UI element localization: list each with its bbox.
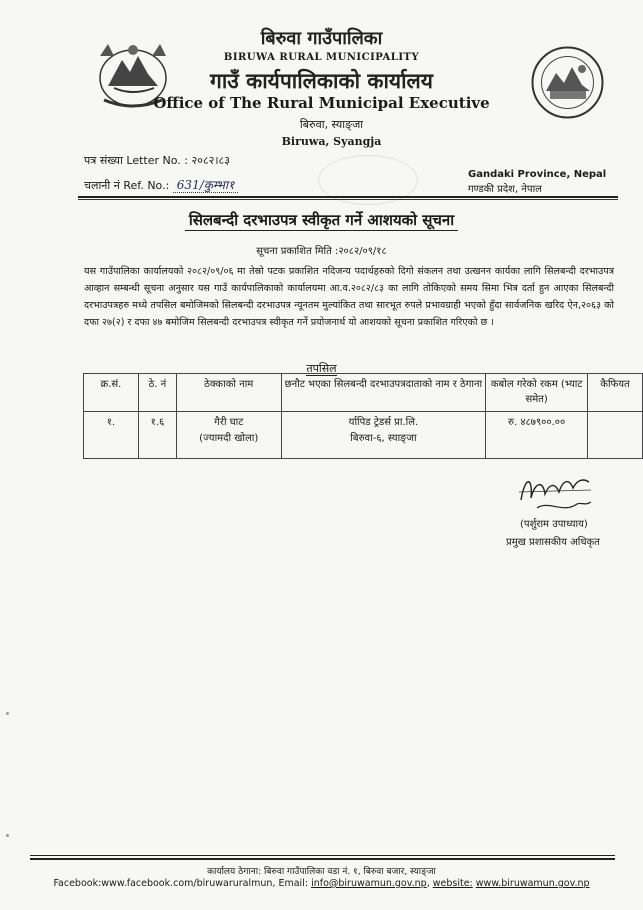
- letter-number-value: २०८२।८३: [191, 154, 230, 167]
- cell-contract-no: १.६: [138, 412, 176, 459]
- notice-title: [0, 210, 643, 230]
- municipality-name-english: BIRUWA RURAL MUNICIPALITY: [223, 52, 420, 63]
- facebook-link[interactable]: Facebook:www.facebook.com/biruwaruralmun,: [53, 878, 276, 889]
- col-contract-name: ठेक्काको नाम: [176, 374, 281, 412]
- table-row: [84, 412, 643, 459]
- col-remarks: कैफियत: [588, 374, 643, 412]
- bid-table: [83, 373, 643, 459]
- reference-number-value: 631/कुम्भा१: [173, 178, 239, 193]
- province-block: [468, 167, 606, 197]
- letter-number: [84, 153, 230, 168]
- col-amount: कबोल गरेको रकम (भ्याट समेत): [486, 374, 588, 412]
- email-link[interactable]: info@biruwamun.gov.np: [311, 878, 427, 889]
- bidder-address: बिरुवा-६, स्याङ्जा: [350, 433, 417, 444]
- cell-amount: रु. ४८७९००.००: [486, 412, 588, 459]
- municipality-name-nepali: बिरुवा गाउँपालिका: [260, 28, 383, 49]
- contract-name: गैरी घाट: [214, 417, 244, 428]
- place-nepali: बिरुवा, स्याङ्जा: [299, 118, 364, 131]
- place-english: Biruwa, Syangja: [281, 135, 382, 148]
- notice-body: यस गाउँपालिका कार्यालयको २०८२/०९/०६ मा तेस्रो पटक प्रकाशित नदिजन्य पदार्थहरुको दिगो संकलन तथा उत्खनन कार्यका लागि सिलबन्दी दरभाउपत्र आव्हान सम्बन्धी सूचना अनुसार यस गाउँ कार्यपालिकाको कार्यालयमा आ.व.२०८२/८३ का लागि तोकिएको समय सिमा भित्र दर्ता हुन आएका सिलबन्दी दरभाउपत्रहरु मध्ये तपसिल बमोजिमको सिलबन्दी दरभाउपत्र न्यूनतम मुल्यांकित तथा सारभूत रुपले प्रभावग्राही भएको हुँदा सार्वजनिक खरिद ऐन,२०६३ को दफा २७(२) र दफा ४७ बमोजिम सिलबन्दी दरभाउपत्र स्वीकृत गर्ने प्रयोजनार्थ यो आशयको सूचना प्रकाशित गरिएको छ ।: [84, 266, 614, 328]
- email-label: Email:: [278, 878, 309, 889]
- province-english: Gandaki Province, Nepal: [468, 169, 607, 180]
- col-serial: क्र.सं.: [84, 374, 139, 412]
- reference-number: [84, 176, 238, 193]
- reference-number-label: चलानी नं Ref. No.:: [84, 179, 170, 192]
- letter-number-label: पत्र संख्या Letter No. :: [84, 154, 188, 167]
- header-divider-thin: [78, 199, 618, 200]
- scan-speck: [6, 834, 9, 837]
- footer-divider-thick: [30, 858, 615, 860]
- cell-remarks: [588, 412, 643, 459]
- notice-title-text: सिलबन्दी दरभाउपत्र स्वीकृत गर्ने आशयको सूचना: [185, 211, 458, 231]
- handwritten-signature: [515, 470, 595, 515]
- col-bidder: छनौट भएका सिलबन्दी दरभाउपत्रदाताको नाम र ठेगाना: [281, 374, 486, 412]
- cell-serial: १.: [84, 412, 139, 459]
- scan-speck: [6, 712, 9, 715]
- footer-contacts: Facebook:www.facebook.com/biruwaruralmun, Email: info@biruwamun.gov.np, website: www.biruwamun.gov.np: [53, 878, 590, 889]
- header-divider: [78, 196, 618, 198]
- website-label: website:: [432, 878, 473, 889]
- contract-name-sub: (ज्यामदी खोला): [199, 433, 259, 444]
- province-nepali: गण्डकी प्रदेश, नेपाल: [468, 184, 542, 195]
- footer-divider: [30, 855, 615, 856]
- bidder-name: र्यापिड ट्रेडर्स प्रा.लि.: [348, 417, 419, 428]
- table-caption-text: तपसिल: [306, 362, 337, 375]
- website-link[interactable]: www.biruwamun.gov.np: [475, 878, 590, 889]
- signatory-name: (पर्शुराम उपाध्याय): [520, 519, 588, 530]
- cell-contract-name: [176, 412, 281, 459]
- cell-bidder: [281, 412, 486, 459]
- publish-date: सूचना प्रकाशित मिति :२०८२/०९/१८: [256, 246, 387, 257]
- col-contract-no: ठे. नं: [138, 374, 176, 412]
- table-header-row: [84, 374, 643, 412]
- footer-address: कार्यालय ठेगाना: बिरुवा गाउँपालिका वडा नं. १, बिरुवा बजार, स्याङ्जा: [207, 867, 436, 877]
- office-name-nepali: गाउँ कार्यपालिकाको कार्यालय: [210, 69, 433, 93]
- signatory-title: प्रमुख प्रशासकीय अधिकृत: [506, 537, 600, 548]
- office-name-english: Office of The Rural Municipal Executive: [153, 94, 490, 112]
